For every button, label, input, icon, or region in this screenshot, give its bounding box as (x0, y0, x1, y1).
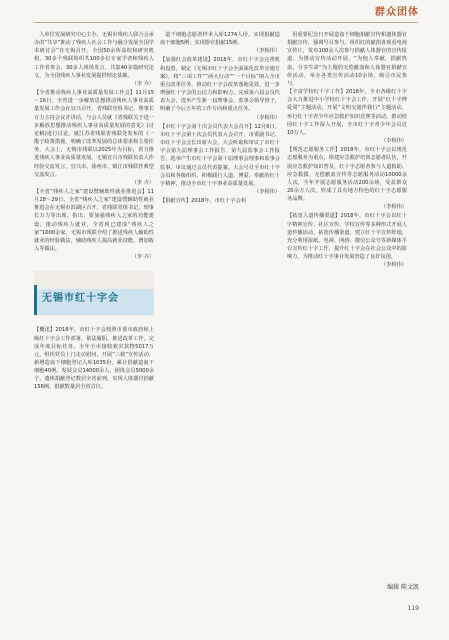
article-paragraph: 【拓宽人道传播渠道】2018年，市红十字会以红十字精神宣传、社区宣传、学校宣传等多种形式开展人道传播活动，拓宽传播渠道，建立红十字宣传阵地，充分利用报纸、电视、网络、微信公众号等新媒体平台宣传红十字工作，提升红十字会在社会公众中的影响力，为推动红十字事业发展营造了良好氛围。 (287, 213, 407, 261)
article-paragraph: 【全省“残疾人之家”建设暨辅助性就业推进会】11月28～29日，全省“残疾人之家”建设暨辅助性就业推进会在无锡市滨湖区召开。省残联党组书记、理事长万力等出席，指出：要加强残疾人之家的功能建设，推动残疾人就业，全省现已建成“残疾人之家”1000余家，无锡市残联介绍了推进残疾人辅助性就业的经验做法，辅助残疾人提高就业技能，增加收入等做法。 (34, 188, 154, 253)
author-credit: （李相伟） (381, 262, 407, 269)
article-paragraph: 用重要纪念日开展造血干细胞捐献宣传和遗体器官捐献宣传，强调号召参与，组织红的献捐者观看电视宣传片，发布100余人次参与捐献人体器官的宣传报道。为推动宣传活动开展，“为他人奉献，捐献热血，分享生命”为主题的无偿献血和人体器官捐献宣传活动，举办各类宣传活动10余场，吸引市民参与。 (287, 32, 407, 87)
section-heading-box (34, 271, 154, 316)
author-credit: （李 卉） (131, 80, 154, 87)
text-column-3 (287, 31, 407, 271)
author-credit: （李 卉） (131, 254, 154, 261)
author-credit: （李相伟） (254, 48, 280, 55)
author-credit: （李相伟） (381, 138, 407, 145)
section-accent-bar (34, 285, 37, 315)
article-paragraph: 【全省推动残疾人事业高质量发展工作会】11月15～16日，全省进一步解放思想推动残疾人事业高质量发展工作会在宜兴召开，省残联党组书记、理事长万力主持会议并讲话，与会人员就《省残联关于进一步解放思想推动残疾人事业高质量发展的意见》(讨论稿)进行讨论。就江苏省残联省残联处发布的《一揽子政策措施，明确了改革发展的总体要求和主要任务。大会上，无锡市残联以2025年为目标，着力推进残疾人事业高质量发展。无锡宜兴市残联负责人作经验交流发言，宜兴市、徐州市、镇江市残联作典型交流发言。 (34, 90, 154, 178)
article-paragraph: 【规范志愿服务工作】2018年，市红十字会以规范志愿服务为重点，组建应急救护培训志愿者队伍，开展应急救护知识普及，红十字志愿者参与人道救助、应急救援、无偿献血宣传等志愿服务活动10000余人次，全年开展志愿服务活动200余场，受益群众20余万人次，形成了具有地方特色的红十字志愿服务品牌。 (287, 147, 407, 203)
article-paragraph: 【概述】2018年，市红十字会按照市委市政府和上级红十字会工作部署，依法履职、推进改革工作，完成年度目标任务。全年全市接收救灾款物5017万元，组织党员上门走访慰问，开展“三救”宣传活动，新增造血干细胞登记入库1035份，累计捐献造血干细胞40例。发展会员14000余人、团体会员5000余个，遗体捐献登记数居全省前列，实现人体器官捐献156例，捐献数量居全省首位。 (34, 327, 154, 391)
text-column-2 (160, 31, 280, 205)
article-paragraph: 人单位发展研究中心主办，无锡市残疾人联合会承办的“共享”推动了残疾人社会工作与融合发展全国学术研讨会”在无锡召开。全国50余所高校和研究机构、30多个残联组织共100多位专家学者和残疾人工作者参会，30多人现场发言，共集40多篇研究论文，为全国残疾人事业发展提供理论基础。 (34, 32, 154, 79)
author-credit: （李相伟） (381, 204, 407, 211)
editor-credit: 编辑 陈文凯 (387, 584, 419, 591)
article-paragraph: 【加强红会改革建设】2018年，市红十字会完善机构设置，制定《无锡市红十字会全面深化改革实施方案》，将“三项工作”“两大行动”“一个目标”纳入全市重点改革任务，推动红十字会改革落地见效，进一步增强红十字会的公信力和影响力。完成第六届会员代表大会，选举产生新一届理事会、监事会领导班子，明确了今后五年的工作方向和重点任务。 (160, 57, 280, 113)
page-number: 119 (407, 605, 419, 612)
article-paragraph: 造干细胞志愿者样本入库1274人份，实现捐献造血干细胞5例；实现器官捐献15例。 (160, 32, 280, 47)
header-rule (34, 22, 418, 23)
author-credit: （李 卉） (131, 179, 154, 186)
article-paragraph: 【丰富学校红十字工作】2018年，全市各级红十字会大力推进中小学校红十字会工作，开展“红十字博爱周”主题活动，开展“文明交通伴我行”主题活动，举行红十字青少年应急救护知识竞赛等活动，推动校园红十字工作深入开展，全市红十字青少年会员近10万人。 (287, 89, 407, 136)
section-header-title: 群众团体 (375, 7, 419, 18)
text-column-1 (34, 31, 154, 392)
section-heading: 无锡市红十字会 (42, 293, 119, 305)
article-paragraph: 【市红十字会第十次会员代表大会召开】12月6日，市红十字会第十次会员代表大会召开，市委副书记、市红十字会会长出席大会，大会听取和审议了市红十字会第九届理事会工作报告、第九届监事会工作报告，选举产生市红十字会第十届理事会理事和监事会监事，审议通过会员代表提案。大会号召全市红十字会员和各级组织，积极践行人道、博爱、奉献的红十字精神，推动全市红十字事业高质量发展。 (160, 123, 280, 187)
author-credit: （李相伟） (254, 114, 280, 121)
article-paragraph: 【捐献宣传】2018年，市红十字会利 (160, 198, 246, 205)
author-credit: （李相伟） (254, 188, 280, 195)
